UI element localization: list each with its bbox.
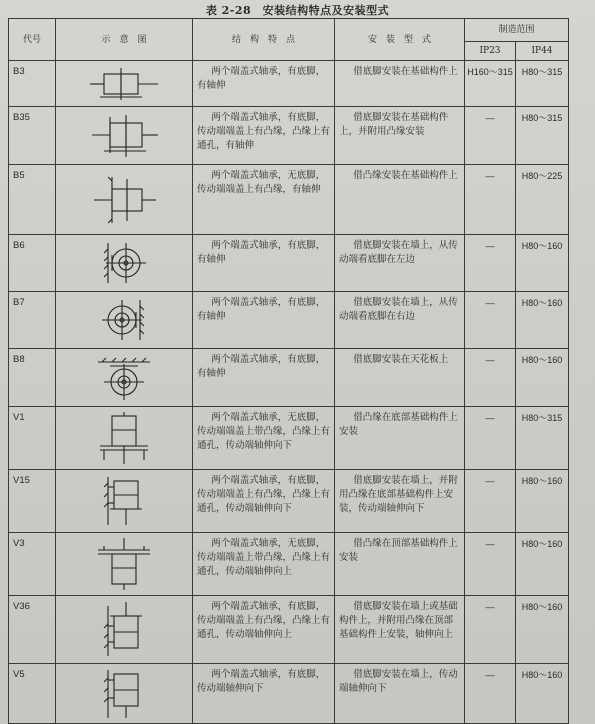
header-code: 代号 bbox=[9, 19, 56, 61]
vertical-flange-up-icon bbox=[56, 533, 193, 596]
row-code: B5 bbox=[9, 165, 56, 235]
row-ip23: H160～315 bbox=[465, 61, 516, 107]
row-ip44: H80～160 bbox=[516, 596, 569, 664]
row-structure: 两个端盖式轴承，有底脚，有轴伸 bbox=[193, 292, 335, 349]
table-row bbox=[9, 61, 569, 107]
row-mounting: 借凸缘安装在基础构件上 bbox=[335, 165, 465, 235]
vertical-wall-shaft-down-icon bbox=[56, 664, 193, 724]
row-ip23: — bbox=[465, 165, 516, 235]
table-row bbox=[9, 235, 569, 292]
wall-mounted-left-icon bbox=[56, 235, 193, 292]
row-ip23: — bbox=[465, 533, 516, 596]
row-code: B35 bbox=[9, 107, 56, 165]
row-ip44: H80～160 bbox=[516, 349, 569, 407]
row-code: V36 bbox=[9, 596, 56, 664]
row-code: V15 bbox=[9, 470, 56, 533]
row-ip44: H80～160 bbox=[516, 292, 569, 349]
row-code: V3 bbox=[9, 533, 56, 596]
header-ip23: IP23 bbox=[465, 42, 516, 61]
row-ip23: — bbox=[465, 349, 516, 407]
row-code: B6 bbox=[9, 235, 56, 292]
row-ip23: — bbox=[465, 235, 516, 292]
vertical-flange-down-icon bbox=[56, 407, 193, 470]
row-ip44: H80～315 bbox=[516, 407, 569, 470]
row-ip23: — bbox=[465, 107, 516, 165]
header-range: 制造范围 bbox=[465, 19, 569, 42]
row-mounting: 借底脚安装在天花板上 bbox=[335, 349, 465, 407]
row-code: B3 bbox=[9, 61, 56, 107]
vertical-wall-up-icon bbox=[56, 596, 193, 664]
table-row bbox=[9, 664, 569, 724]
table-row bbox=[9, 349, 569, 407]
row-mounting: 借底脚安装在墙上或基础构件上，并附用凸缘在顶部基础构件上安装，轴伸向上 bbox=[335, 596, 465, 664]
foot-flange-motor-icon bbox=[56, 107, 193, 165]
row-ip44: H80～160 bbox=[516, 664, 569, 724]
row-ip23: — bbox=[465, 292, 516, 349]
row-ip44: H80～160 bbox=[516, 533, 569, 596]
table-row bbox=[9, 292, 569, 349]
row-ip23: — bbox=[465, 664, 516, 724]
row-code: V1 bbox=[9, 407, 56, 470]
table-title: 表 2-28 安装结构特点及安装型式 bbox=[205, 4, 390, 17]
table-row bbox=[9, 533, 569, 596]
ceiling-mounted-icon bbox=[56, 349, 193, 407]
row-structure: 两个端盖式轴承，无底脚，传动端端盖上带凸缘，凸缘上有通孔，传动端轴伸向下 bbox=[193, 407, 335, 470]
row-ip23: — bbox=[465, 470, 516, 533]
mounting-table bbox=[8, 18, 569, 724]
row-structure: 两个端盖式轴承，无底脚，传动端端盖上带凸缘，凸缘上有通孔，传动端轴伸向上 bbox=[193, 533, 335, 596]
row-mounting: 借底脚安装在墙上，从传动端看底脚在左边 bbox=[335, 235, 465, 292]
header-ip44: IP44 bbox=[516, 42, 569, 61]
table-row bbox=[9, 470, 569, 533]
row-code: V5 bbox=[9, 664, 56, 724]
table-row bbox=[9, 107, 569, 165]
row-structure: 两个端盖式轴承，有底脚，传动端端盖上有凸缘，凸缘上有通孔，传动端轴伸向上 bbox=[193, 596, 335, 664]
row-ip44: H80～160 bbox=[516, 235, 569, 292]
row-mounting: 借凸缘在底部基础构件上安装 bbox=[335, 407, 465, 470]
row-mounting: 借底脚安装在基础构件上 bbox=[335, 61, 465, 107]
row-ip23: — bbox=[465, 596, 516, 664]
row-mounting: 借凸缘在顶部基础构件上安装 bbox=[335, 533, 465, 596]
vertical-wall-down-icon bbox=[56, 470, 193, 533]
row-mounting: 借底脚安装在墙上，传动端轴伸向下 bbox=[335, 664, 465, 724]
row-code: B7 bbox=[9, 292, 56, 349]
flange-motor-icon bbox=[56, 165, 193, 235]
row-structure: 两个端盖式轴承，有底脚，传动端端盖上有凸缘，凸缘上有通孔，有轴伸 bbox=[193, 107, 335, 165]
row-ip44: H80～315 bbox=[516, 107, 569, 165]
row-structure: 两个端盖式轴承，有底脚，传动端轴伸向下 bbox=[193, 664, 335, 724]
table-row bbox=[9, 596, 569, 664]
table-row bbox=[9, 165, 569, 235]
row-mounting: 借底脚安装在基础构件上，并附用凸缘安装 bbox=[335, 107, 465, 165]
row-ip44: H80～315 bbox=[516, 61, 569, 107]
table-row bbox=[9, 407, 569, 470]
row-ip44: H80～160 bbox=[516, 470, 569, 533]
row-structure: 两个端盖式轴承，无底脚，传动端端盖上有凸缘，有轴伸 bbox=[193, 165, 335, 235]
row-mounting: 借底脚安装在墙上，从传动端看底脚在右边 bbox=[335, 292, 465, 349]
wall-mounted-right-icon bbox=[56, 292, 193, 349]
row-mounting: 借底脚安装在墙上，并附用凸缘在底部基础构件上安装，传动端轴伸向下 bbox=[335, 470, 465, 533]
row-structure: 两个端盖式轴承，有底脚，有轴伸 bbox=[193, 61, 335, 107]
row-structure: 两个端盖式轴承，有底脚，有轴伸 bbox=[193, 235, 335, 292]
header-structure: 结 构 特 点 bbox=[193, 19, 335, 61]
row-structure: 两个端盖式轴承，有底脚，有轴伸 bbox=[193, 349, 335, 407]
row-code: B8 bbox=[9, 349, 56, 407]
row-ip23: — bbox=[465, 407, 516, 470]
foot-mounted-motor-icon bbox=[56, 61, 193, 107]
row-structure: 两个端盖式轴承，有底脚，传动端端盖上有凸缘，凸缘上有通孔，传动端轴伸向下 bbox=[193, 470, 335, 533]
header-diagram: 示 意 图 bbox=[56, 19, 193, 61]
row-ip44: H80～225 bbox=[516, 165, 569, 235]
header-row bbox=[9, 19, 569, 42]
header-mounting: 安 装 型 式 bbox=[335, 19, 465, 61]
